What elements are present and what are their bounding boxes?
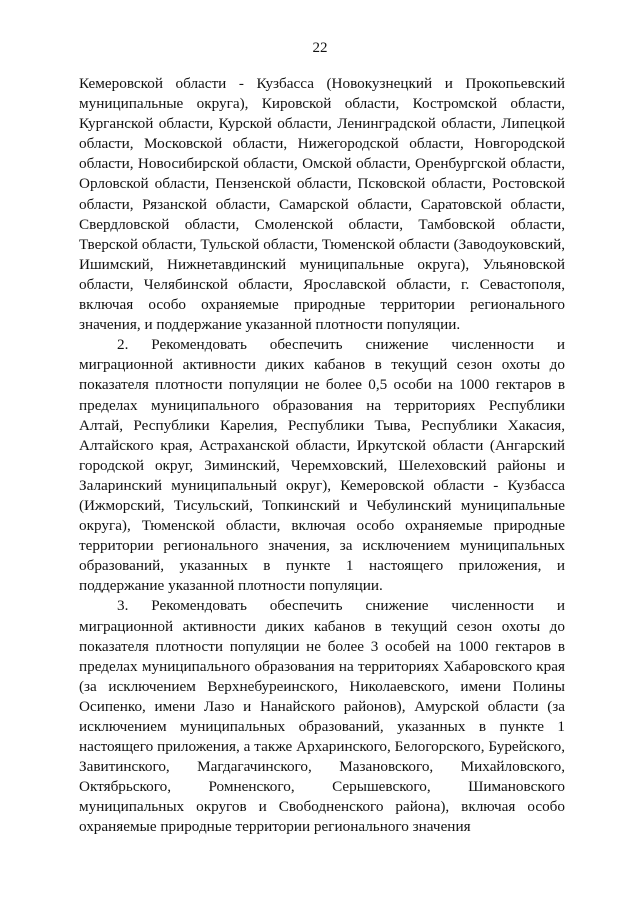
document-body [79,74,565,838]
paragraph-continuation: Кемеровской области - Кузбасса (Новокузнецкий и Прокопьевский муниципальные округа), Кировской области, Костромской области, Курганской области, Курской области, Ленинградской области, Липецкой области, Московской области, Нижегородской области, Новгородской области, Новосибирской области, Омской области, Оренбургской области, Орловской области, Пензенской области, Псковской области, Ростовской области, Рязанской области, Самарской области, Саратовской области, Свердловской области, Смоленской области, Тамбовской области, Тверской области, Тульской области, Тюменской области (Заводоуковский, Ишимский, Нижнетавдинский муниципальные округа), Ульяновской области, Челябинской области, Ярославской области, г. Севастополя, включая особо охраняемые природные территории регионального значения, и поддержание указанной плотности популяции. [79,75,565,334]
paragraph-item-2: 2. Рекомендовать обеспечить снижение численности и миграционной активности диких кабанов в текущий сезон охоты до показателя плотности популяции не более 0,5 особи на 1000 гектаров в пределах муниципального образования на территориях Республики Алтай, Республики Карелия, Республики Тыва, Республики Хакасия, Алтайского края, Астраханской области, Иркутской области (Ангарский городской округ, Зиминский, Черемховский, Шелеховский районы и Заларинский муниципальный округ), Кемеровской области - Кузбасса (Ижморский, Тисульский, Топкинский и Чебулинский муниципальные округа), Тюменской области, включая особо охраняемые природные территории регионального значения, за исключением муниципальных образований, указанных в пункте 1 настоящего приложения, и поддержание указанной плотности популяции. [79,336,565,595]
paragraph-item-3: 3. Рекомендовать обеспечить снижение численности и миграционной активности диких кабанов в текущий сезон охоты до показателя плотности популяции не более 3 особей на 1000 гектаров в пределах муниципального образования на территориях Хабаровского края (за исключением Верхнебуреинского, Николаевского, имени Полины Осипенко, имени Лазо и Нанайского районов), Амурской области (за исключением муниципальных образований, указанных в пункте 1 настоящего приложения, а также Архаринского, Белогорского, Бурейского, Завитинского, Магдагачинского, Мазановского, Михайловского, Октябрьского, Ромненского, Серышевского, Шимановского муниципальных округов и Свободненского района), включая особо охраняемые природные территории регионального значения [79,597,565,836]
page-number: 22 [312,40,328,56]
